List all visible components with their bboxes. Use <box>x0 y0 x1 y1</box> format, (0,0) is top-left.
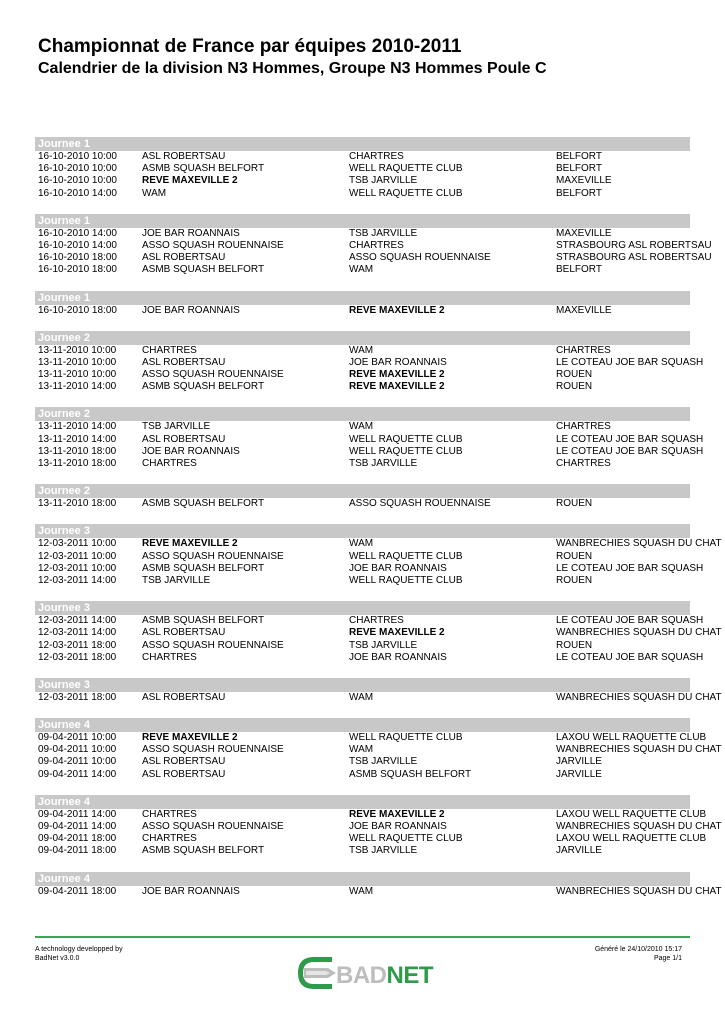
round-section <box>35 872 722 898</box>
match-datetime: 12-03-2011 18:00 <box>38 639 117 651</box>
home-team: ASL ROBERTSAU <box>142 691 226 703</box>
match-venue: CHARTRES <box>556 344 611 356</box>
match-datetime: 16-10-2010 18:00 <box>38 264 117 276</box>
footer-meta <box>595 945 682 963</box>
match-row <box>35 651 704 664</box>
match-venue: LE COTEAU JOE BAR SQUASH <box>556 562 704 574</box>
match-datetime: 16-10-2010 18:00 <box>38 252 117 264</box>
match-datetime: 09-04-2011 18:00 <box>38 833 117 845</box>
match-row <box>35 445 704 458</box>
away-team: WAM <box>349 264 374 276</box>
away-team: WAM <box>349 421 374 433</box>
away-team: ASSO SQUASH ROUENNAISE <box>349 252 491 264</box>
home-team: ASMB SQUASH BELFORT <box>142 615 265 627</box>
away-team: TSB JARVILLE <box>349 756 418 768</box>
home-team: REVE MAXEVILLE 2 <box>142 538 238 550</box>
match-row <box>35 188 690 200</box>
round-header: Journee 3 <box>35 678 690 692</box>
away-team: TSB JARVILLE <box>349 458 418 469</box>
match-venue: LE COTEAU JOE BAR SQUASH <box>556 651 704 663</box>
match-datetime: 09-04-2011 14:00 <box>38 808 117 820</box>
match-datetime: 09-04-2011 10:00 <box>38 732 117 744</box>
away-team: TSB JARVILLE <box>349 639 418 651</box>
match-row <box>35 228 690 240</box>
home-team: CHARTRES <box>142 808 197 820</box>
round-header: Journee 1 <box>35 137 690 151</box>
round-section <box>35 291 690 317</box>
match-venue: ROUEN <box>556 639 593 651</box>
match-venue: WANBRECHIES SQUASH DU CHAT <box>556 627 722 639</box>
home-team: ASSO SQUASH ROUENNAISE <box>142 744 284 756</box>
away-team: WAM <box>349 885 374 897</box>
match-venue: STRASBOURG ASL ROBERTSAU <box>556 252 712 264</box>
match-venue: ROUEN <box>556 574 593 586</box>
away-team: WAM <box>349 691 374 703</box>
away-team: CHARTRES <box>349 151 404 162</box>
away-team: JOE BAR ROANNAIS <box>349 821 447 832</box>
footer-page-number: Page 1/1 <box>653 955 682 962</box>
match-venue: MAXEVILLE <box>556 175 612 187</box>
round-section <box>35 718 722 781</box>
match-datetime: 12-03-2011 10:00 <box>38 538 117 550</box>
home-team: ASMB SQUASH BELFORT <box>142 498 265 510</box>
match-datetime: 09-04-2011 10:00 <box>38 744 117 756</box>
match-row <box>35 175 690 187</box>
home-team: CHARTRES <box>142 651 197 663</box>
match-row <box>35 239 712 252</box>
match-datetime: 13-11-2010 14:00 <box>38 421 117 433</box>
match-venue: WANBRECHIES SQUASH DU CHAT <box>556 691 722 703</box>
match-row <box>35 769 690 781</box>
away-team: REVE MAXEVILLE 2 <box>349 369 445 381</box>
round-header: Journee 4 <box>35 795 690 809</box>
home-team: ASL ROBERTSAU <box>142 151 226 162</box>
home-team: TSB JARVILLE <box>142 574 211 586</box>
match-datetime: 09-04-2011 18:00 <box>38 845 117 857</box>
home-team: ASSO SQUASH ROUENNAISE <box>142 639 284 651</box>
home-team: ASSO SQUASH ROUENNAISE <box>142 239 284 251</box>
round-header: Journee 1 <box>35 291 690 305</box>
match-venue: JARVILLE <box>556 756 602 768</box>
match-venue: LAXOU WELL RAQUETTE CLUB <box>556 833 707 845</box>
home-team: ASMB SQUASH BELFORT <box>142 264 265 276</box>
match-datetime: 09-04-2011 10:00 <box>38 756 117 768</box>
footer-divider <box>35 936 690 938</box>
round-header: Journee 2 <box>35 484 690 498</box>
match-datetime: 12-03-2011 14:00 <box>38 627 117 639</box>
away-team: WELL RAQUETTE CLUB <box>349 187 463 199</box>
match-datetime: 16-10-2010 14:00 <box>38 227 117 239</box>
match-row <box>35 498 690 510</box>
match-datetime: 09-04-2011 14:00 <box>38 768 117 780</box>
match-venue: ROUEN <box>556 498 593 510</box>
match-venue: ROUEN <box>556 550 593 562</box>
home-team: JOE BAR ROANNAIS <box>142 445 240 457</box>
round-section <box>35 795 722 858</box>
home-team: ASL ROBERTSAU <box>142 433 226 445</box>
match-row <box>35 551 690 563</box>
badnet-logo-mark <box>298 957 336 989</box>
match-venue: ROUEN <box>556 369 593 381</box>
page-title: Championnat de France par équipes 2010-2011 <box>38 36 462 57</box>
home-team: JOE BAR ROANNAIS <box>142 227 240 239</box>
match-datetime: 13-11-2010 10:00 <box>38 369 117 381</box>
away-team: WELL RAQUETTE CLUB <box>349 433 463 445</box>
away-team: JOE BAR ROANNAIS <box>349 562 447 574</box>
home-team: CHARTRES <box>142 833 197 845</box>
match-venue: BELFORT <box>556 264 602 276</box>
match-row <box>35 345 690 357</box>
home-team: TSB JARVILLE <box>142 421 211 433</box>
match-venue: BELFORT <box>556 151 602 162</box>
match-row <box>35 575 690 587</box>
match-venue: LE COTEAU JOE BAR SQUASH <box>556 356 704 368</box>
match-venue: MAXEVILLE <box>556 304 612 316</box>
round-header: Journee 3 <box>35 524 690 538</box>
away-team: REVE MAXEVILLE 2 <box>349 304 445 316</box>
match-venue: WANBRECHIES SQUASH DU CHAT <box>556 744 722 756</box>
away-team: WAM <box>349 538 374 550</box>
match-row <box>35 356 704 369</box>
match-venue: BELFORT <box>556 187 602 199</box>
match-venue: WANBRECHIES SQUASH DU CHAT <box>556 885 722 897</box>
match-datetime: 16-10-2010 18:00 <box>38 304 117 316</box>
home-team: ASSO SQUASH ROUENNAISE <box>142 821 284 832</box>
svg-text:BADNET <box>336 962 434 989</box>
away-team: WELL RAQUETTE CLUB <box>349 550 463 562</box>
match-venue: BELFORT <box>556 163 602 175</box>
match-venue: WANBRECHIES SQUASH DU CHAT <box>556 538 722 550</box>
round-section <box>35 137 690 200</box>
match-datetime: 13-11-2010 18:00 <box>38 445 117 457</box>
match-datetime: 13-11-2010 10:00 <box>38 344 117 356</box>
away-team: WELL RAQUETTE CLUB <box>349 833 463 845</box>
match-venue: JARVILLE <box>556 845 602 857</box>
match-datetime: 12-03-2011 14:00 <box>38 574 117 586</box>
match-row <box>35 163 690 175</box>
away-team: ASSO SQUASH ROUENNAISE <box>349 498 491 510</box>
home-team: REVE MAXEVILLE 2 <box>142 175 238 187</box>
match-datetime: 12-03-2011 14:00 <box>38 615 117 627</box>
match-datetime: 12-03-2011 18:00 <box>38 691 117 703</box>
match-row <box>35 845 690 857</box>
round-header: Journee 2 <box>35 407 690 421</box>
away-team: WELL RAQUETTE CLUB <box>349 574 463 586</box>
match-datetime: 16-10-2010 10:00 <box>38 163 117 175</box>
match-venue: MAXEVILLE <box>556 227 612 239</box>
match-row <box>35 885 722 898</box>
round-section <box>35 524 722 587</box>
match-venue: LE COTEAU JOE BAR SQUASH <box>556 433 704 445</box>
match-row <box>35 381 690 393</box>
match-row <box>35 458 690 470</box>
home-team: ASMB SQUASH BELFORT <box>142 562 265 574</box>
match-datetime: 09-04-2011 14:00 <box>38 821 117 832</box>
home-team: JOE BAR ROANNAIS <box>142 304 240 316</box>
away-team: WELL RAQUETTE CLUB <box>349 445 463 457</box>
match-venue: LAXOU WELL RAQUETTE CLUB <box>556 808 707 820</box>
match-row <box>35 252 712 264</box>
match-datetime: 16-10-2010 10:00 <box>38 151 117 162</box>
round-header: Journee 4 <box>35 872 690 886</box>
home-team: ASMB SQUASH BELFORT <box>142 845 265 857</box>
away-team: CHARTRES <box>349 239 404 251</box>
home-team: ASSO SQUASH ROUENNAISE <box>142 550 284 562</box>
match-row <box>35 691 722 704</box>
home-team: CHARTRES <box>142 458 197 469</box>
schedule-table <box>35 137 722 912</box>
away-team: REVE MAXEVILLE 2 <box>349 808 445 820</box>
match-datetime: 13-11-2010 14:00 <box>38 381 117 393</box>
match-row <box>35 640 690 652</box>
match-venue: LE COTEAU JOE BAR SQUASH <box>556 445 704 457</box>
match-row <box>35 433 704 446</box>
round-section <box>35 678 722 704</box>
away-team: REVE MAXEVILLE 2 <box>349 627 445 639</box>
away-team: WAM <box>349 344 374 356</box>
round-section <box>35 214 712 277</box>
round-header: Journee 2 <box>35 331 690 345</box>
away-team: JOE BAR ROANNAIS <box>349 651 447 663</box>
match-venue: LAXOU WELL RAQUETTE CLUB <box>556 732 707 744</box>
away-team: TSB JARVILLE <box>349 175 418 187</box>
match-row <box>35 538 722 550</box>
home-team: ASSO SQUASH ROUENNAISE <box>142 369 284 381</box>
logo-text-net: NET <box>386 962 433 989</box>
match-venue: CHARTRES <box>556 421 611 433</box>
match-venue: WANBRECHIES SQUASH DU CHAT <box>556 821 722 832</box>
match-row <box>35 369 690 381</box>
match-datetime: 13-11-2010 18:00 <box>38 458 117 469</box>
home-team: JOE BAR ROANNAIS <box>142 885 240 897</box>
match-row <box>35 562 704 575</box>
match-row <box>35 151 690 163</box>
away-team: CHARTRES <box>349 615 404 627</box>
match-row <box>35 744 722 756</box>
home-team: ASL ROBERTSAU <box>142 768 226 780</box>
match-datetime: 12-03-2011 10:00 <box>38 550 117 562</box>
home-team: REVE MAXEVILLE 2 <box>142 732 238 744</box>
home-team: ASL ROBERTSAU <box>142 756 226 768</box>
match-venue: CHARTRES <box>556 458 611 469</box>
away-team: TSB JARVILLE <box>349 845 418 857</box>
footer-version: BadNet v3.0.0 <box>35 955 80 962</box>
match-row <box>35 808 707 821</box>
match-row <box>35 421 690 433</box>
logo-text-bad: BAD <box>336 962 387 989</box>
away-team: ASMB SQUASH BELFORT <box>349 768 472 780</box>
match-row <box>35 756 690 768</box>
match-datetime: 16-10-2010 14:00 <box>38 187 117 199</box>
home-team: ASL ROBERTSAU <box>142 252 226 264</box>
home-team: ASMB SQUASH BELFORT <box>142 163 265 175</box>
home-team: ASL ROBERTSAU <box>142 627 226 639</box>
match-datetime: 13-11-2010 10:00 <box>38 356 117 368</box>
match-venue: ROUEN <box>556 381 593 393</box>
home-team: CHARTRES <box>142 344 197 356</box>
match-row <box>35 833 707 845</box>
match-datetime: 16-10-2010 14:00 <box>38 239 117 251</box>
away-team: TSB JARVILLE <box>349 227 418 239</box>
match-datetime: 09-04-2011 18:00 <box>38 885 117 897</box>
page-subtitle: Calendrier de la division N3 Hommes, Groupe N3 Hommes Poule C <box>38 60 547 77</box>
match-row <box>35 732 707 744</box>
match-row <box>35 821 722 833</box>
home-team: WAM <box>142 187 167 199</box>
round-header: Journee 1 <box>35 214 690 228</box>
home-team: ASL ROBERTSAU <box>142 356 226 368</box>
match-venue: JARVILLE <box>556 768 602 780</box>
match-row <box>35 305 690 317</box>
match-venue: STRASBOURG ASL ROBERTSAU <box>556 239 712 251</box>
away-team: REVE MAXEVILLE 2 <box>349 381 445 393</box>
footer-generated: Généré le 24/10/2010 15:17 <box>594 946 682 953</box>
round-header: Journee 3 <box>35 601 690 615</box>
away-team: WAM <box>349 744 374 756</box>
round-section <box>35 407 704 470</box>
footer-tech-line: A technology developped by <box>35 946 123 953</box>
match-row <box>35 615 704 627</box>
badnet-logo <box>292 953 442 993</box>
match-datetime: 12-03-2011 18:00 <box>38 651 117 663</box>
home-team: ASMB SQUASH BELFORT <box>142 381 265 393</box>
match-row <box>35 627 722 639</box>
match-venue: LE COTEAU JOE BAR SQUASH <box>556 615 704 627</box>
match-datetime: 16-10-2010 10:00 <box>38 175 117 187</box>
footer-credits <box>35 945 123 963</box>
round-section <box>35 484 690 510</box>
match-row <box>35 264 690 276</box>
match-datetime: 12-03-2011 10:00 <box>38 562 117 574</box>
round-header: Journee 4 <box>35 718 690 732</box>
match-datetime: 13-11-2010 18:00 <box>38 498 117 510</box>
away-team: WELL RAQUETTE CLUB <box>349 732 463 744</box>
round-section <box>35 331 704 394</box>
round-section <box>35 601 722 664</box>
away-team: WELL RAQUETTE CLUB <box>349 163 463 175</box>
away-team: JOE BAR ROANNAIS <box>349 356 447 368</box>
match-datetime: 13-11-2010 14:00 <box>38 433 117 445</box>
